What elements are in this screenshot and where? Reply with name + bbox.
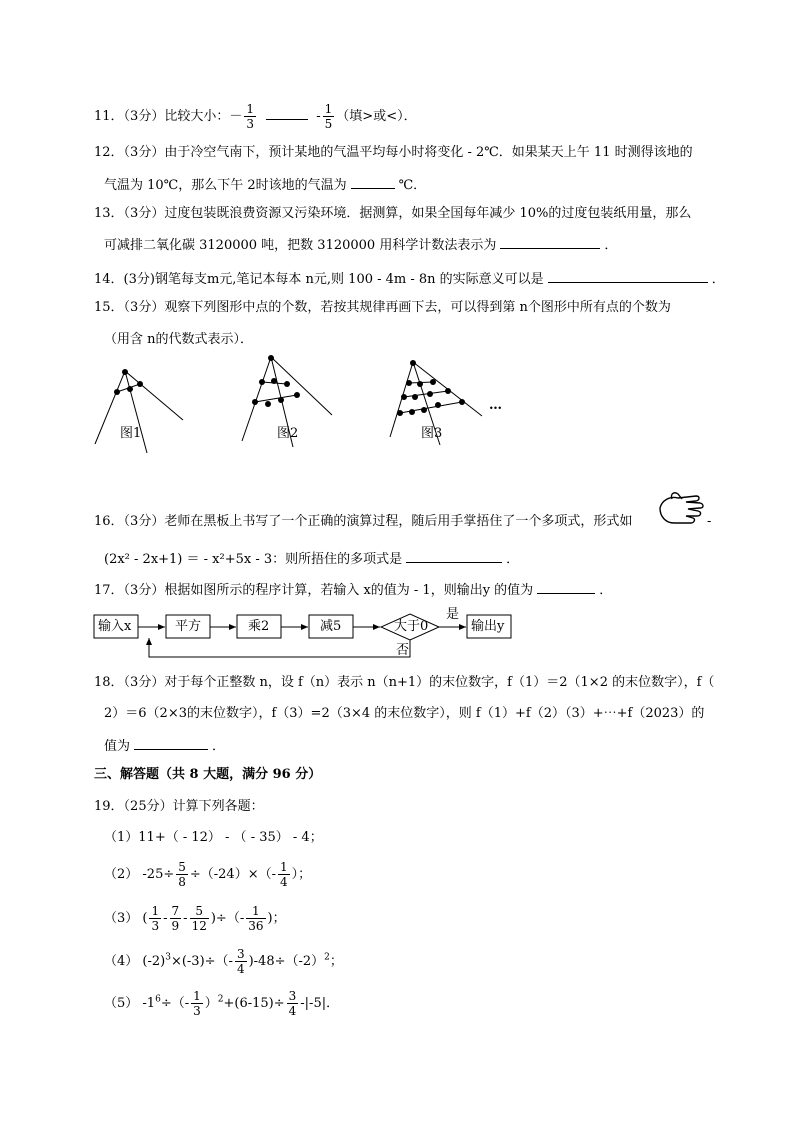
question-19-part2: （2） -25÷ $\frac{5}{8}$ ÷（-24）×（- $\frac{1}{4}$ ）； [104,860,312,889]
question-18-line2: 2）＝6（2×3的末位数字），f（3）=2（3×4 的末位数字），则 f（1）+f（2）（3）+⋯+f（2023）的 [104,706,705,721]
question-16-line1-tail: - [707,514,712,529]
question-15-line2: （用含 n的代数式表示）． [104,332,254,347]
figure-2-label: 图2 [277,426,299,441]
question-16-line2: (2x² - 2x+1) ＝ - x²+5x - 3：则所捂住的多项式是 ． [104,548,519,570]
question-19-part5: （5） $-1^6\div(-$ $\frac{1}{3}$ ）$^2$+(6-15)÷ $\frac{3}{4}$ -|-5|． [104,989,340,1018]
question-18-line1: 18．（3分）对于每个正整数 n，设 f（n）表示 n（n+1）的末位数字，f（1）＝2（1×2 的末位数字），f（ [94,675,715,690]
figure-1-label: 图1 [120,426,142,441]
flow-cond-label: 大于0 [394,619,429,634]
question-18-line3: 值为 ． [104,735,225,757]
flow-sub-label: 减5 [320,619,342,634]
fraction: $\frac{1}{3}$ [246,102,254,131]
question-12-line2: 气温为 10℃，那么下午 2时该地的气温为 ℃． [104,174,426,196]
question-13-line1: 13．（3分）过度包装既浪费资源又污染环境．据测算，如果全国每年减少 10%的过度包装纸用量，那么 [94,206,692,221]
question-19-title: 19．（25分）计算下列各题： [94,799,264,814]
section-heading: 三、解答题（共 8 大题，满分 96 分） [94,767,322,782]
fraction: $\frac{1}{5}$ [324,102,333,131]
ellipsis: … [489,398,502,413]
question-12-line1: 12．（3分）由于冷空气南下，预计某地的气温平均每小时将变化 - 2℃．如果某天上午 11 时测得该地的 [94,145,693,160]
question-14: 14．(3分)钢笔每支m元,笔记本每本 n元,则 100 - 4m - 8n 的实际意义可以是 ． [94,268,725,290]
flow-mul-label: 乘2 [248,619,270,634]
question-19-part4: （4） $(-2)^3\times(-3)\div(-$ $\frac{3}{4}$ )$-48\div(-2)^2$； [104,947,343,976]
answer-blank[interactable] [134,735,208,750]
question-13-line2: 可减排二氧化碳 3120000 吨，把数 3120000 用科学计数法表示为 ． [104,234,617,256]
question-16-line1: 16．（3分）老师在黑板上书写了一个正确的演算过程，随后用手掌捂住了一个多项式，形式如 [94,514,633,529]
question-17: 17．（3分）根据如图所示的程序计算，若输入 x的值为 - 1，则输出y 的值为 ． [94,579,612,601]
question-19-part1: （1）11+（ - 12） - （ - 35） - 4； [104,830,323,845]
flow-output-label: 输出y [471,619,505,634]
flow-yes-label: 是 [446,607,460,622]
question-19-part3: （3） ( $\frac{1}{3}$ - $\frac{7}{9}$ - $\frac{5}{12}$ )÷（- $\frac{1}{36}$ )； [104,904,286,933]
flow-input-label: 输入x [98,619,132,634]
question-15-line1: 15．（3分）观察下列图形中点的个数，若按其规律再画下去，可以得到第 n个图形中所有点的个数为 [94,300,671,315]
figure-3-label: 图3 [421,426,443,441]
question-11: 11．（3分）比较大小：－ $\frac{1}{3}$ - $\frac{1}{5}$ （填>或<）． [94,102,417,131]
flow-no-label: 否 [396,643,410,658]
flow-square-label: 平方 [175,619,202,634]
